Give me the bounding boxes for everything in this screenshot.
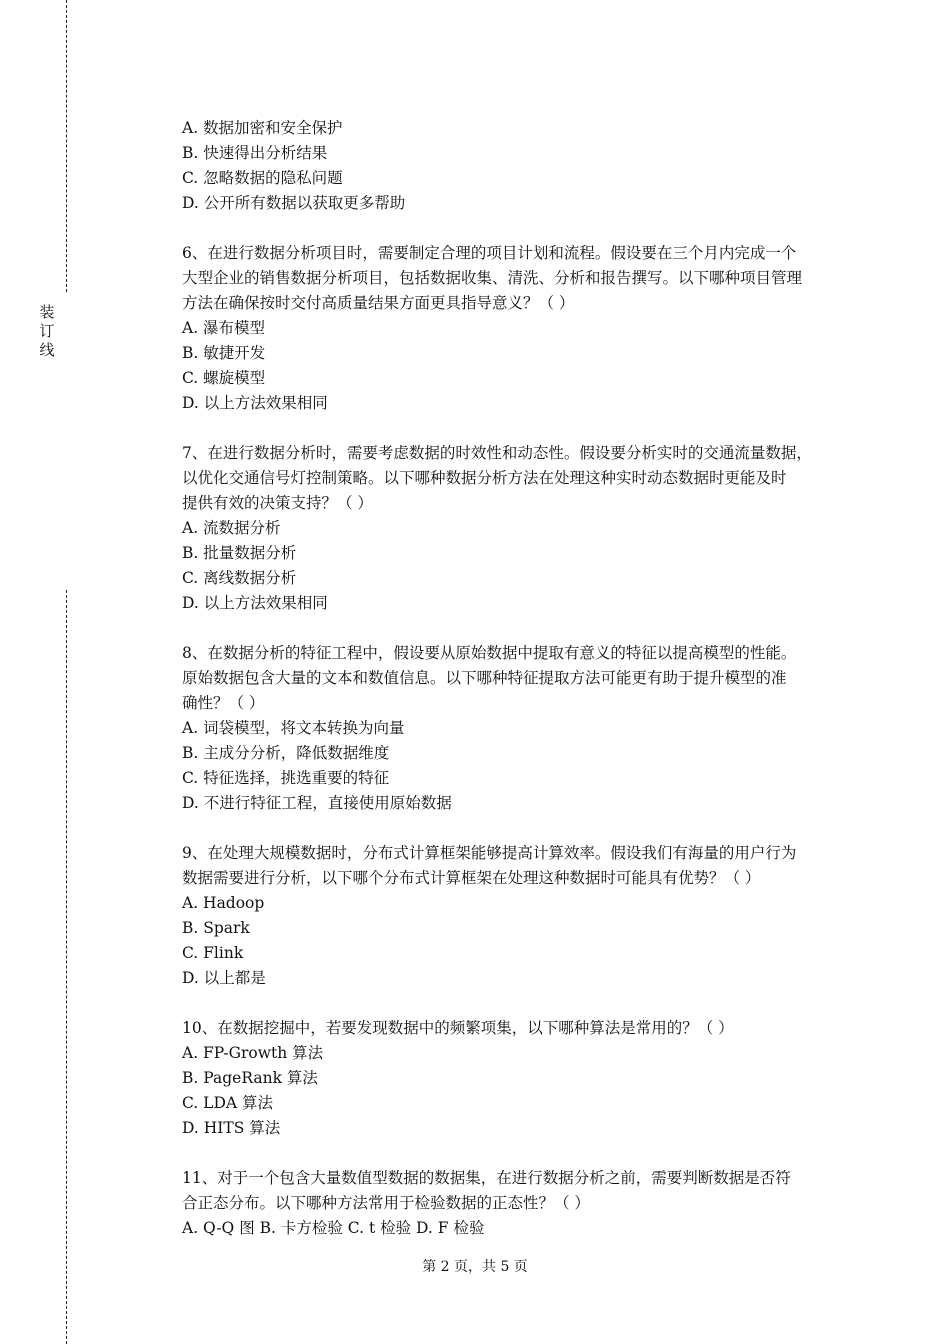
binding-line-bottom [66,590,67,1344]
question-text-line: 方法在确保按时交付高质量结果方面更具指导意义？（ ） [182,294,575,312]
binding-char: 装 [39,303,55,321]
option-a: A. 数据加密和安全保护 [182,119,343,137]
option-d: D. 以上方法效果相同 [182,594,328,612]
option-d: D. 公开所有数据以获取更多帮助 [182,194,406,212]
binding-label [38,303,56,360]
question-text-line: 原始数据包含大量的文本和数值信息。以下哪种特征提取方法可能更有助于提升模型的准 [182,669,787,687]
binding-char: 线 [39,341,55,359]
page-footer: 第 2 页，共 5 页 [422,1259,528,1275]
option-d: D. HITS 算法 [182,1119,281,1137]
question-text-line: 11、对于一个包含大量数值型数据的数据集，在进行数据分析之前，需要判断数据是否符 [182,1169,791,1187]
option-b: B. 敏捷开发 [182,344,266,362]
option-d: D. 以上都是 [182,969,266,987]
option-b: B. PageRank 算法 [182,1069,318,1087]
option-d: D. 以上方法效果相同 [182,394,328,412]
binding-line-top [66,0,67,292]
question-text-line: 9、在处理大规模数据时，分布式计算框架能够提高计算效率。假设我们有海量的用户行为 [182,844,797,862]
option-a: A. Hadoop [182,894,265,912]
question-8 [182,641,842,816]
option-c: C. LDA 算法 [182,1094,274,1112]
option-b: B. 主成分分析，降低数据维度 [182,744,390,762]
question-text-line: 大型企业的销售数据分析项目，包括数据收集、清洗、分析和报告撰写。以下哪种项目管理 [182,269,803,287]
question-text-line: 合正态分布。以下哪种方法常用于检验数据的正态性？（ ） [182,1194,590,1212]
question-text-line: 7、在进行数据分析时，需要考虑数据的时效性和动态性。假设要分析实时的交通流量数据， [182,444,812,462]
question-text-line: 10、在数据挖掘中，若要发现数据中的频繁项集，以下哪种算法是常用的？（ ） [182,1019,734,1037]
option-c: C. 忽略数据的隐私问题 [182,169,343,187]
question-text-line: 提供有效的决策支持？（ ） [182,494,373,512]
question-text-line: 数据需要进行分析，以下哪个分布式计算框架在处理这种数据时可能具有优势？（ ） [182,869,761,887]
option-c: C. 特征选择，挑选重要的特征 [182,769,390,787]
option-a: A. 词袋模型，将文本转换为向量 [182,719,405,737]
option-a: A. 瀑布模型 [182,319,266,337]
option-d: D. 不进行特征工程，直接使用原始数据 [182,794,452,812]
question-text-line: 8、在数据分析的特征工程中，假设要从原始数据中提取有意义的特征以提高模型的性能。 [182,644,797,662]
question-11 [182,1166,842,1241]
question-6 [182,241,842,416]
option-b: B. Spark [182,919,250,937]
question-9 [182,841,842,991]
exam-content [182,116,842,1241]
binding-char: 订 [39,322,55,340]
option-a: A. 流数据分析 [182,519,281,537]
question-text-line: 确性？（ ） [182,694,265,712]
option-b: B. 快速得出分析结果 [182,144,328,162]
options-inline: A. Q-Q 图 B. 卡方检验 C. t 检验 D. F 检验 [182,1219,485,1237]
question-10 [182,1016,842,1141]
option-b: B. 批量数据分析 [182,544,297,562]
option-c: C. 螺旋模型 [182,369,266,387]
option-a: A. FP-Growth 算法 [182,1044,324,1062]
option-c: C. 离线数据分析 [182,569,297,587]
question-text-line: 以优化交通信号灯控制策略。以下哪种数据分析方法在处理这种实时动态数据时更能及时 [182,469,787,487]
question-text-line: 6、在进行数据分析项目时，需要制定合理的项目计划和流程。假设要在三个月内完成一个 [182,244,797,262]
question-5-options [182,116,842,216]
question-7 [182,441,842,616]
option-c: C. Flink [182,944,244,962]
